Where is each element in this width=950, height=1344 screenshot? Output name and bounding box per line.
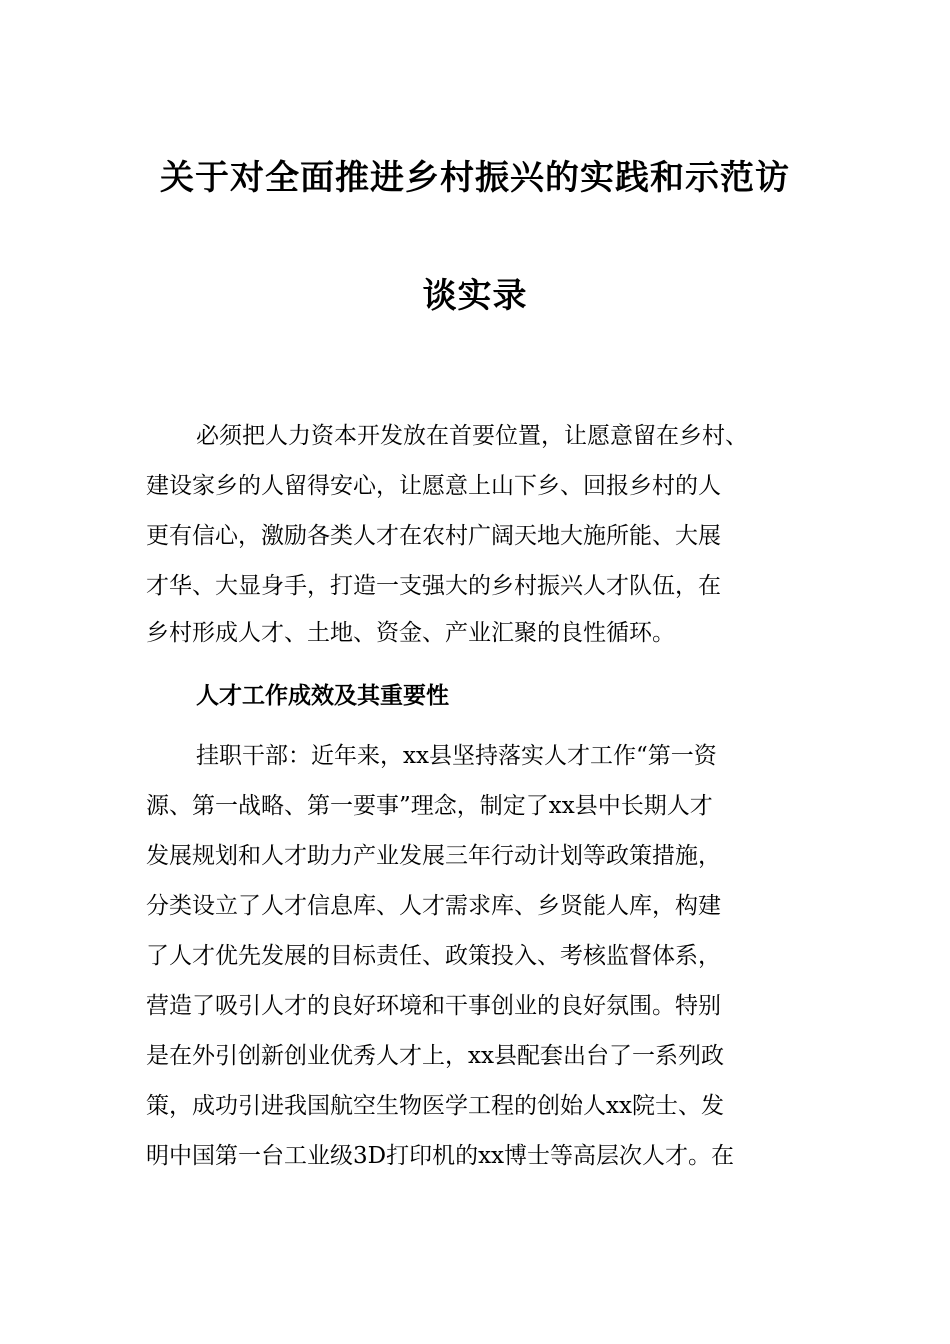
paragraph-2-line — [0, 886, 950, 926]
paragraph-text: 是在外引创新创业优秀人才上，xx县配套出台了一系列政 — [146, 1043, 724, 1069]
paragraph-2-line — [0, 736, 950, 776]
paragraph-2-line — [0, 986, 950, 1026]
paragraph-1-line — [0, 466, 950, 506]
paragraph-text: 了人才优先发展的目标责任、政策投入、考核监督体系， — [146, 943, 721, 969]
paragraph-2-line — [0, 1136, 950, 1176]
paragraph-text: 明中国第一台工业级3D打印机的xx博士等高层次人才。在 — [146, 1143, 735, 1169]
paragraph-2-line — [0, 786, 950, 826]
paragraph-2-line — [0, 1086, 950, 1126]
section-heading: 人才工作成效及其重要性 — [196, 683, 449, 709]
paragraph-text: 建设家乡的人留得安心，让愿意上山下乡、回报乡村的人 — [146, 473, 721, 499]
paragraph-2-line — [0, 836, 950, 876]
paragraph-1-line — [0, 566, 950, 606]
paragraph-1-line — [0, 613, 950, 653]
paragraph-text: 必须把人力资本开发放在首要位置，让愿意留在乡村、 — [196, 423, 748, 449]
paragraph-text: 发展规划和人才助力产业发展三年行动计划等政策措施， — [146, 843, 721, 869]
paragraph-text: 才华、大显身手，打造一支强大的乡村振兴人才队伍，在 — [146, 573, 721, 599]
document-title-line-2: 谈实录 — [422, 276, 528, 316]
paragraph-text: 源、第一战略、第一要事”理念，制定了xx县中长期人才 — [146, 793, 713, 819]
paragraph-1-line — [0, 516, 950, 556]
paragraph-text: 策，成功引进我国航空生物医学工程的创始人xx院士、发 — [146, 1093, 724, 1119]
paragraph-text: 营造了吸引人才的良好环境和干事创业的良好氛围。特别 — [146, 993, 721, 1019]
paragraph-text: 更有信心，激励各类人才在农村广阔天地大施所能、大展 — [146, 523, 721, 549]
paragraph-text: 分类设立了人才信息库、人才需求库、乡贤能人库，构建 — [146, 893, 721, 919]
paragraph-2-line — [0, 936, 950, 976]
document-title-line-1: 关于对全面推进乡村振兴的实践和示范访 — [160, 158, 790, 198]
paragraph-text: 乡村形成人才、土地、资金、产业汇聚的良性循环。 — [146, 620, 675, 646]
paragraph-text: 挂职干部：近年来，xx县坚持落实人才工作“第一资 — [196, 743, 717, 769]
paragraph-1-line — [0, 416, 950, 456]
paragraph-2-line — [0, 1036, 950, 1076]
section-heading-line — [0, 676, 950, 716]
